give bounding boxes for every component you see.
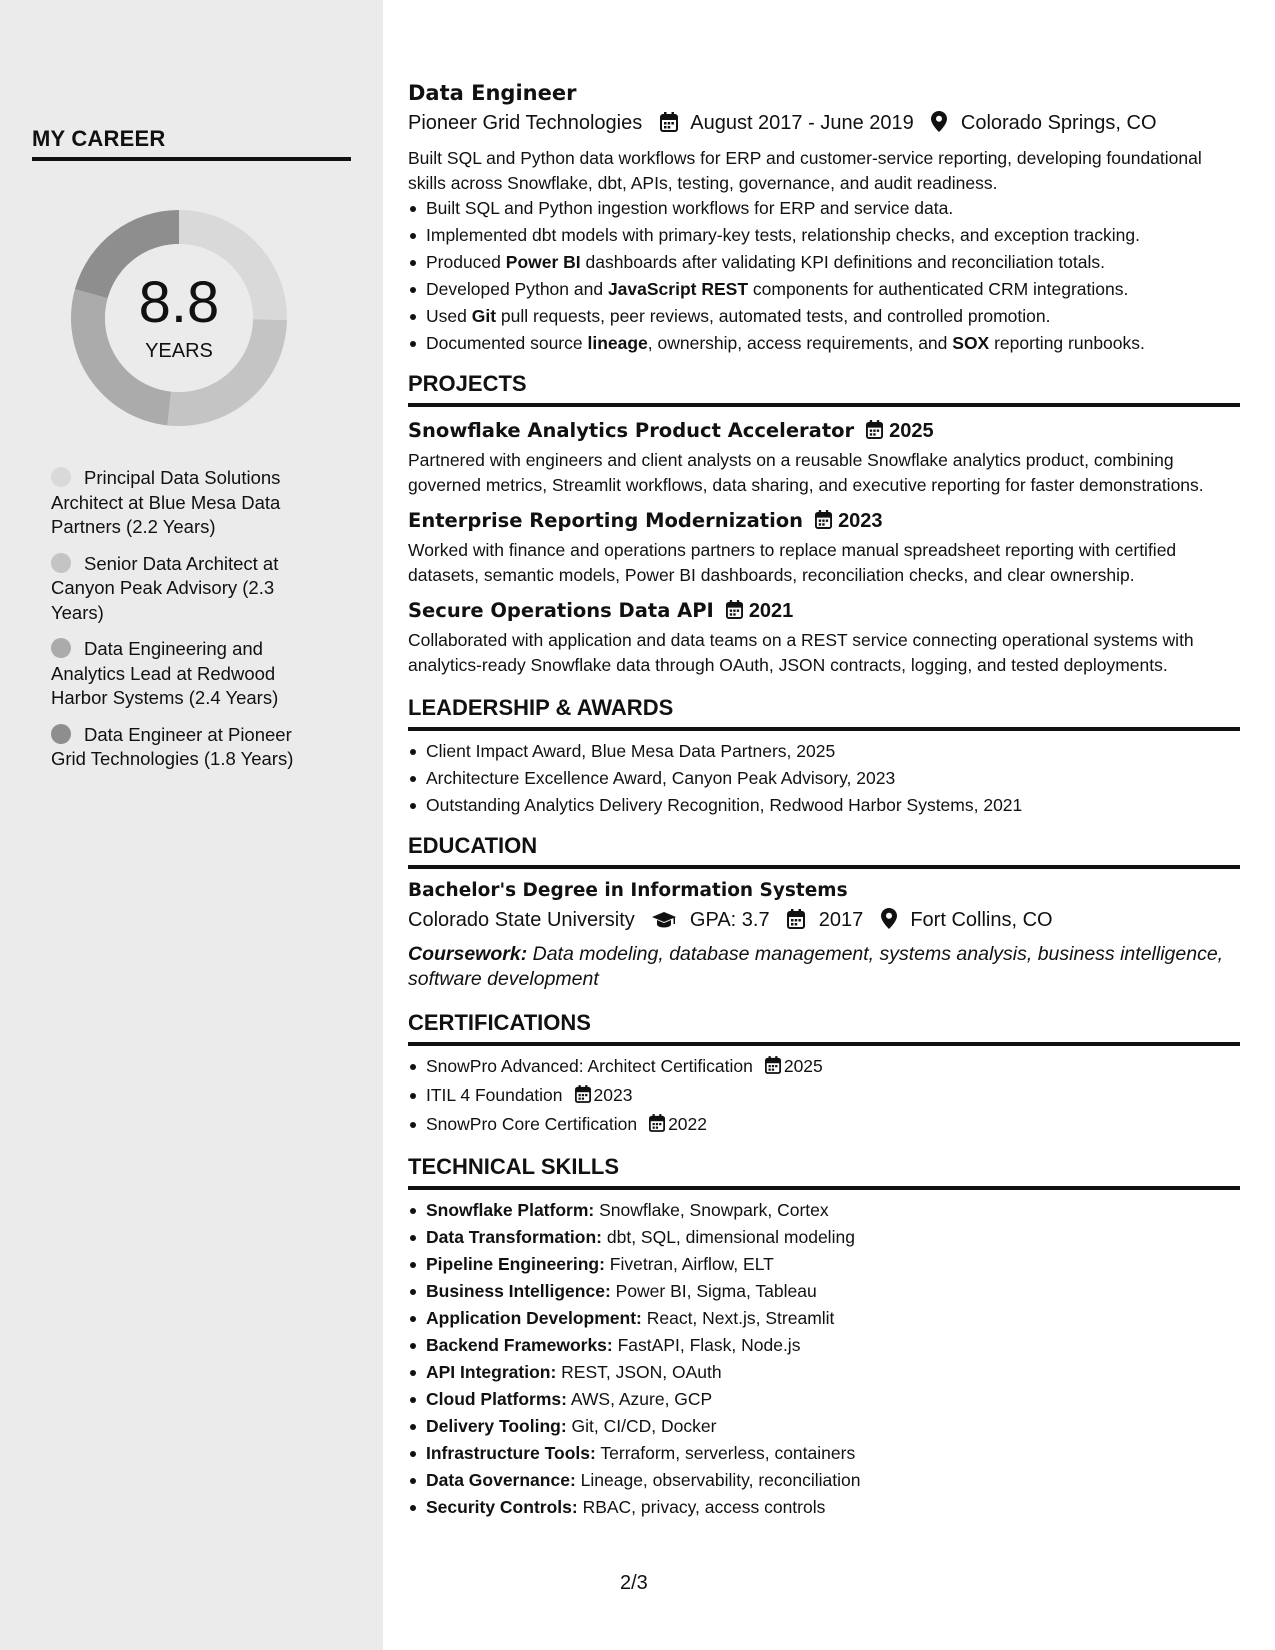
job-bullets: [408, 195, 1240, 357]
list-item: [408, 1332, 1240, 1359]
skill-category: API Integration:: [426, 1362, 557, 1382]
calendar-icon: [765, 1055, 781, 1082]
list-item: Client Impact Award, Blue Mesa Data Partners, 2025: [408, 738, 1240, 765]
project-entry: [408, 418, 1240, 497]
job-summary: Built SQL and Python data workflows for ERP and customer-service reporting, developing foundational skills across Snowflake, dbt, APIs, testing, governance, and audit readiness.: [408, 148, 1202, 193]
skill-category: Business Intelligence:: [426, 1281, 611, 1301]
page-number: 2/3: [620, 1572, 648, 1594]
skill-values: RBAC, privacy, access controls: [577, 1497, 826, 1517]
legend-item: [51, 637, 311, 711]
skill-values: AWS, Azure, GCP: [566, 1389, 713, 1409]
certifications-heading: CERTIFICATIONS: [408, 1010, 1240, 1046]
awards-heading: LEADERSHIP & AWARDS: [408, 695, 1240, 731]
certification-name: SnowPro Advanced: Architect Certification: [426, 1056, 753, 1076]
career-sidebar: [0, 0, 383, 1650]
list-item: [408, 1305, 1240, 1332]
certification-name: ITIL 4 Foundation: [426, 1085, 563, 1105]
list-item: Documented source lineage, ownership, access requirements, and SOX reporting runbooks.: [408, 330, 1240, 357]
sidebar-divider: [32, 157, 351, 161]
skill-values: Git, CI/CD, Docker: [566, 1416, 717, 1436]
skill-values: REST, JSON, OAuth: [556, 1362, 722, 1382]
list-item: [408, 1440, 1240, 1467]
calendar-icon: [660, 112, 678, 139]
list-item: [408, 1224, 1240, 1251]
gpa: GPA: 3.7: [689, 909, 770, 931]
legend-label: Data Engineering and Analytics Lead at Redwood Harbor Systems (2.4 Years): [51, 638, 279, 708]
list-item: [408, 1413, 1240, 1440]
total-years-value: 8.8: [138, 270, 220, 335]
list-item: Implemented dbt models with primary-key tests, relationship checks, and exception tracking.: [408, 222, 1240, 249]
legend-label: Senior Data Architect at Canyon Peak Advisory (2.3 Years): [51, 552, 279, 623]
graduation-cap-icon: [652, 910, 676, 936]
certification-year: 2025: [783, 1056, 823, 1076]
graduation-year: 2017: [818, 909, 864, 931]
project-description: Worked with finance and operations partners to replace manual spreadsheet reporting with certified datasets, semantic models, Power BI dashboards, reconciliation checks, and clear ownership.: [408, 540, 1177, 585]
skill-values: Power BI, Sigma, Tableau: [610, 1281, 817, 1301]
skill-values: React, Next.js, Streamlit: [641, 1308, 835, 1328]
legend-item: [51, 723, 311, 772]
list-item: [408, 1251, 1240, 1278]
skill-category: Backend Frameworks:: [426, 1335, 613, 1355]
legend-dot: [51, 638, 71, 658]
skill-category: Security Controls:: [426, 1497, 578, 1517]
skills-list: [408, 1197, 1240, 1521]
calendar-icon: [815, 510, 832, 536]
school-location: Fort Collins, CO: [910, 909, 1053, 931]
list-item: [408, 1494, 1240, 1521]
list-item: [408, 1197, 1240, 1224]
skill-category: Data Transformation:: [426, 1227, 602, 1247]
calendar-icon: [575, 1084, 591, 1111]
legend-item: [51, 552, 311, 626]
project-title: Enterprise Reporting Modernization: [408, 509, 804, 532]
skills-heading: TECHNICAL SKILLS: [408, 1154, 1240, 1190]
legend-dot: [51, 467, 71, 487]
legend-dot: [51, 553, 71, 573]
skill-values: Snowflake, Snowpark, Cortex: [594, 1200, 829, 1220]
total-years-unit: YEARS: [145, 340, 213, 362]
career-legend: [51, 466, 311, 784]
projects-heading: PROJECTS: [408, 371, 1240, 407]
list-item: [408, 1082, 1240, 1111]
location-pin-icon: [881, 908, 897, 936]
coursework-text: Data modeling, database management, systems analysis, business intelligence, software development: [408, 943, 1224, 990]
certifications-list: [408, 1053, 1240, 1140]
education-meta: [408, 907, 1240, 936]
degree-title: Bachelor's Degree in Information Systems: [408, 880, 848, 901]
calendar-icon: [787, 909, 805, 936]
skill-values: FastAPI, Flask, Node.js: [612, 1335, 801, 1355]
list-item: Used Git pull requests, peer reviews, automated tests, and controlled promotion.: [408, 303, 1240, 330]
skill-category: Cloud Platforms:: [426, 1389, 567, 1409]
list-item: Produced Power BI dashboards after validating KPI definitions and reconciliation totals.: [408, 249, 1240, 276]
certification-year: 2023: [593, 1085, 633, 1105]
project-entry: [408, 598, 1240, 677]
skill-category: Delivery Tooling:: [426, 1416, 567, 1436]
main-content: [408, 80, 1240, 1521]
school-name: Colorado State University: [408, 909, 635, 931]
list-item: [408, 1359, 1240, 1386]
legend-label: Data Engineer at Pioneer Grid Technologies (1.8 Years): [51, 723, 294, 769]
calendar-icon: [649, 1113, 665, 1140]
sidebar-title: MY CAREER: [32, 126, 166, 151]
company-name: Pioneer Grid Technologies: [408, 112, 643, 134]
project-entry: [408, 508, 1240, 587]
project-year: 2025: [889, 420, 934, 442]
list-item: Architecture Excellence Award, Canyon Peak Advisory, 2023: [408, 765, 1240, 792]
skill-category: Infrastructure Tools:: [426, 1443, 596, 1463]
certification-year: 2022: [668, 1114, 707, 1134]
skill-values: Lineage, observability, reconciliation: [575, 1470, 861, 1490]
list-item: [408, 1278, 1240, 1305]
project-year: 2021: [748, 600, 794, 622]
legend-item: [51, 466, 311, 540]
skill-values: Fivetran, Airflow, ELT: [604, 1254, 774, 1274]
job-title: Data Engineer: [408, 81, 577, 105]
education-heading: EDUCATION: [408, 833, 1240, 869]
location-pin-icon: [931, 111, 947, 139]
project-description: Partnered with engineers and client analysts on a reusable Snowflake analytics product, combining governed metrics, Streamlit workflows, data sharing, and executive reporting for faster demonstrations.: [408, 450, 1204, 495]
certification-name: SnowPro Core Certification: [426, 1114, 638, 1134]
job-dates: August 2017 - June 2019: [690, 112, 914, 134]
job-location: Colorado Springs, CO: [960, 112, 1157, 134]
list-item: Built SQL and Python ingestion workflows for ERP and service data.: [408, 195, 1240, 222]
legend-dot: [51, 724, 71, 744]
project-description: Collaborated with application and data teams on a REST service connecting operational systems with analytics-ready Snowflake data through OAuth, JSON contracts, logging, and tested deployments.: [408, 630, 1194, 675]
skill-category: Snowflake Platform:: [426, 1200, 595, 1220]
skill-values: Terraform, serverless, containers: [595, 1443, 856, 1463]
job-meta: [408, 110, 1240, 139]
calendar-icon: [866, 420, 883, 446]
skill-category: Pipeline Engineering:: [426, 1254, 605, 1274]
awards-list: [408, 738, 1240, 819]
list-item: Developed Python and JavaScript REST components for authenticated CRM integrations.: [408, 276, 1240, 303]
list-item: [408, 1386, 1240, 1413]
list-item: [408, 1111, 1240, 1140]
skill-category: Data Governance:: [426, 1470, 576, 1490]
coursework-label: Coursework:: [408, 943, 528, 965]
project-title: Snowflake Analytics Product Accelerator: [408, 419, 855, 442]
project-year: 2023: [838, 510, 883, 532]
list-item: Outstanding Analytics Delivery Recognition, Redwood Harbor Systems, 2021: [408, 792, 1240, 819]
list-item: [408, 1467, 1240, 1494]
calendar-icon: [726, 600, 743, 626]
project-title: Secure Operations Data API: [408, 599, 714, 622]
legend-label: Principal Data Solutions Architect at Blue Mesa Data Partners (2.2 Years): [51, 467, 281, 537]
coursework: [408, 942, 1240, 991]
experience-entry: [408, 80, 1240, 357]
list-item: [408, 1053, 1240, 1082]
skill-values: dbt, SQL, dimensional modeling: [602, 1227, 855, 1247]
skill-category: Application Development:: [426, 1308, 642, 1328]
